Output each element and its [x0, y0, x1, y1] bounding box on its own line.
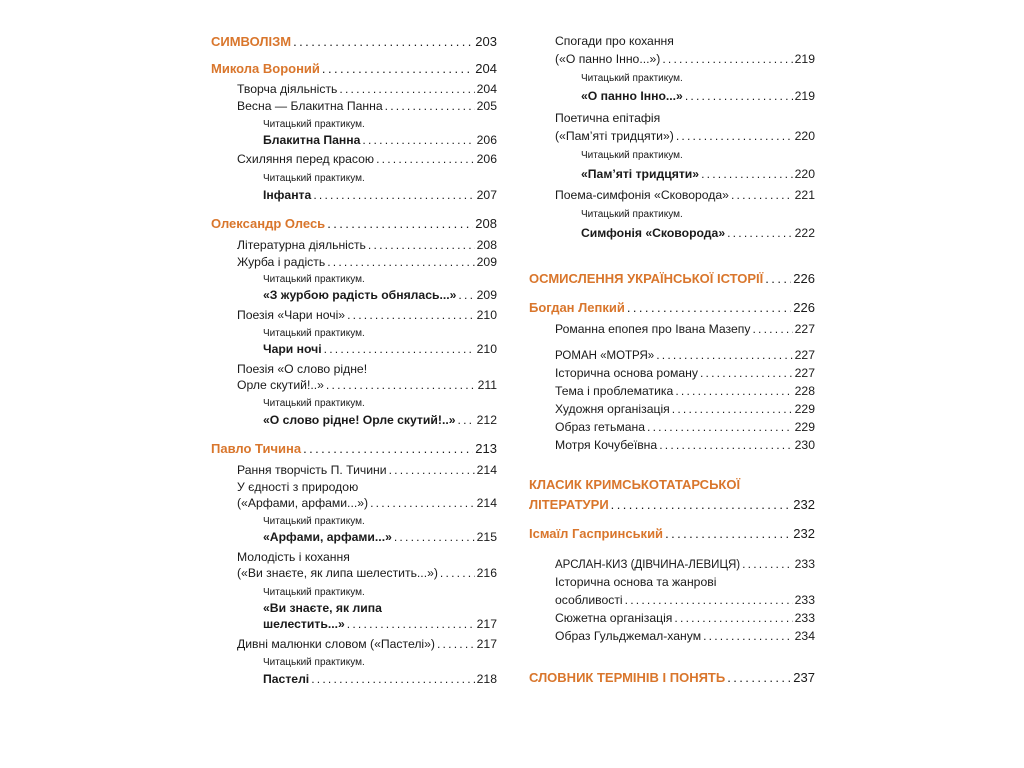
toc-entry	[211, 529, 497, 545]
toc-page-number: 237	[793, 670, 815, 685]
toc-entry-title: Олександр Олесь	[211, 216, 326, 231]
toc-entry	[211, 307, 497, 323]
toc-page-number: 233	[794, 557, 815, 571]
toc-entry-title: ЛІТЕРАТУРИ	[529, 497, 609, 512]
toc-page-number: 211	[477, 378, 497, 392]
toc-leader-dots	[327, 254, 474, 270]
toc-entry	[211, 287, 497, 303]
toc-entry-title: «З журбою радість обнялась...»	[263, 288, 457, 302]
toc-leader-dots	[376, 151, 475, 167]
toc-page-number: 214	[476, 463, 497, 477]
toc-entry	[529, 321, 815, 337]
toc-entry-title: Павло Тичина	[211, 441, 302, 456]
toc-page-number: 209	[476, 255, 497, 269]
toc-leader-dots	[727, 225, 793, 241]
toc-entry-title: Образ гетьмана	[555, 420, 646, 434]
toc-leader-dots	[703, 628, 793, 644]
toc-section-heading	[529, 271, 815, 287]
toc-practicum-label: Читацький практикум.	[263, 587, 365, 598]
toc-entry-title: Журба і радість	[237, 255, 326, 269]
toc-leader-dots	[458, 412, 475, 428]
toc-entry-title: Орле скутий!..»	[237, 378, 324, 392]
toc-page-number: 209	[476, 288, 497, 302]
toc-entry-title: Історична основа роману	[555, 366, 698, 380]
toc-section-heading	[211, 61, 497, 77]
toc-column-right	[529, 0, 815, 768]
toc-page-number: 229	[794, 402, 815, 416]
toc-entry	[529, 128, 815, 144]
toc-entry	[211, 636, 497, 652]
toc-page-number: 206	[476, 133, 497, 147]
toc-page-number: 227	[794, 322, 815, 336]
toc-leader-dots	[701, 166, 793, 182]
toc-entry-title: Поема-симфонія «Сковорода»	[555, 188, 729, 202]
toc-page-number: 218	[476, 672, 497, 686]
toc-page-number: 220	[794, 167, 815, 181]
toc-leader-dots	[611, 497, 792, 513]
toc-leader-dots	[347, 616, 475, 632]
toc-page-number: 212	[476, 413, 497, 427]
toc-entry	[529, 592, 815, 608]
toc-page-number: 227	[794, 348, 815, 362]
toc-leader-dots	[685, 88, 793, 104]
toc-leader-dots	[440, 565, 475, 581]
toc-page-number: 204	[476, 82, 497, 96]
toc-page-number: 214	[476, 496, 497, 510]
toc-entry-title: Пастелі	[263, 672, 310, 686]
toc-entry	[529, 51, 815, 67]
toc-page-number: 208	[476, 238, 497, 252]
toc-entry-title: Рання творчість П. Тичини	[237, 463, 387, 477]
toc-page-number: 226	[793, 271, 815, 286]
toc-entry-title: Схиляння перед красою	[237, 152, 375, 166]
toc-entry	[211, 81, 497, 97]
toc-page-number: 232	[793, 526, 815, 541]
toc-leader-dots	[700, 365, 793, 381]
toc-section-heading	[211, 216, 497, 232]
toc-entry	[529, 365, 815, 381]
toc-leader-dots	[731, 187, 793, 203]
toc-entry	[211, 377, 497, 393]
toc-leader-dots	[389, 462, 475, 478]
toc-leader-dots	[665, 526, 791, 542]
toc-entry	[211, 132, 497, 148]
toc-practicum-label: Читацький практикум.	[263, 398, 365, 409]
toc-entry-title: Мотря Кочубеївна	[555, 438, 658, 452]
toc-page-number: 203	[475, 34, 497, 49]
toc-leader-dots	[627, 300, 791, 316]
toc-entry	[211, 98, 497, 114]
toc-leader-dots	[311, 671, 474, 687]
toc-page-number: 229	[794, 420, 815, 434]
toc-entry-line: Поетична епітафія	[555, 111, 661, 125]
toc-page-number: 217	[476, 617, 497, 631]
toc-leader-dots	[672, 401, 793, 417]
toc-entry	[211, 412, 497, 428]
toc-page-number: 213	[475, 441, 497, 456]
toc-practicum-label: Читацький практикум.	[581, 73, 683, 84]
toc-leader-dots	[347, 307, 475, 323]
toc-page-number: 215	[476, 530, 497, 544]
toc-entry	[211, 671, 497, 687]
toc-practicum-label: Читацький практикум.	[581, 209, 683, 220]
toc-leader-dots	[370, 495, 475, 511]
toc-page-number: 219	[794, 89, 815, 103]
toc-section-heading	[211, 441, 497, 457]
toc-entry	[211, 565, 497, 581]
toc-leader-dots	[385, 98, 475, 114]
toc-entry-title: Ісмаїл Гаспринський	[529, 526, 664, 541]
toc-entry-title: СИМВОЛІЗМ	[211, 34, 292, 49]
toc-entry-title: «Пам’яті тридцяти»	[581, 167, 700, 181]
toc-entry	[211, 237, 497, 253]
toc-leader-dots	[368, 237, 475, 253]
toc-practicum-label: Читацький практикум.	[581, 150, 683, 161]
toc-entry	[211, 151, 497, 167]
toc-entry-title: Творча діяльність	[237, 82, 338, 96]
toc-page-number: 217	[476, 637, 497, 651]
toc-column-left	[211, 0, 497, 768]
toc-practicum-label: Читацький практикум.	[263, 657, 365, 668]
toc-entry	[211, 341, 497, 357]
toc-page-number: 232	[793, 497, 815, 512]
toc-entry	[529, 419, 815, 435]
toc-leader-dots	[362, 132, 474, 148]
toc-section-heading	[211, 34, 497, 50]
toc-leader-dots	[656, 347, 792, 363]
toc-entry	[529, 556, 815, 572]
toc-entry-title: РОМАН «МОТРЯ»	[555, 350, 655, 362]
toc-entry-title: «О панно Інно...»	[581, 89, 683, 103]
toc-entry-title: Художня організація	[555, 402, 670, 416]
toc-entry-title: шелестить...»	[263, 617, 345, 631]
toc-leader-dots	[322, 61, 473, 77]
toc-entry	[211, 187, 497, 203]
toc-leader-dots	[742, 556, 793, 572]
toc-leader-dots	[327, 216, 473, 232]
toc-entry-title: («Пам’яті тридцяти»)	[555, 129, 674, 143]
toc-leader-dots	[303, 441, 473, 457]
toc-entry-title: АРСЛАН-КИЗ (ДІВЧИНА-ЛЕВИЦЯ)	[555, 559, 741, 571]
toc-entry-title: Симфонія «Сковорода»	[581, 226, 726, 240]
toc-practicum-label: Читацький практикум.	[263, 328, 365, 339]
toc-leader-dots	[752, 321, 792, 337]
toc-section-heading	[529, 526, 815, 542]
toc-entry	[529, 401, 815, 417]
toc-entry	[529, 347, 815, 363]
toc-entry-line: Поезія «О слово рідне!	[237, 362, 368, 376]
toc-page-number: 219	[794, 52, 815, 66]
toc-leader-dots	[339, 81, 474, 97]
toc-section-heading	[529, 497, 815, 513]
toc-page-number: 234	[794, 629, 815, 643]
toc-entry-title: Сюжетна організація	[555, 611, 673, 625]
toc-leader-dots	[458, 287, 474, 303]
toc-entry-title: («Ви знаєте, як липа шелестить...»)	[237, 566, 438, 580]
toc-section-heading	[529, 670, 815, 686]
toc-page-number: 222	[794, 226, 815, 240]
toc-page-number: 228	[794, 384, 815, 398]
toc-entry-title: Весна — Блакитна Панна	[237, 99, 383, 113]
toc-entry-title: особливості	[555, 593, 623, 607]
toc-practicum-label: Читацький практикум.	[263, 119, 365, 130]
toc-leader-dots	[647, 419, 793, 435]
toc-page-number: 230	[794, 438, 815, 452]
toc-entry-line: «Ви знаєте, як липа	[263, 601, 382, 615]
toc-leader-dots	[675, 383, 792, 399]
toc-leader-dots	[324, 341, 475, 357]
toc-entry-title: Літературна діяльність	[237, 238, 366, 252]
toc-entry-title: Богдан Лепкий	[529, 300, 625, 315]
toc-practicum-label: Читацький практикум.	[263, 274, 365, 285]
toc-page-number: 221	[794, 188, 815, 202]
toc-leader-dots	[437, 636, 475, 652]
toc-page-number: 226	[793, 300, 815, 315]
toc-page-number: 216	[476, 566, 497, 580]
toc-entry-line: У єдності з природою	[237, 480, 359, 494]
toc-page-number: 207	[476, 188, 497, 202]
toc-page-number: 206	[476, 152, 497, 166]
toc-page-number: 210	[476, 308, 497, 322]
toc-entry-title: Романна епопея про Івана Мазепу	[555, 322, 751, 336]
toc-entry-title: ОСМИСЛЕННЯ УКРАЇНСЬКОЇ ІСТОРІЇ	[529, 271, 764, 286]
toc-leader-dots	[625, 592, 793, 608]
toc-page-number: 233	[794, 611, 815, 625]
toc-entry	[529, 225, 815, 241]
toc-entry-title: Поезія «Чари ночі»	[237, 308, 346, 322]
toc-entry-title: «О слово рідне! Орле скутий!..»	[263, 413, 456, 427]
toc-entry	[529, 437, 815, 453]
toc-entry-title: Микола Вороний	[211, 61, 320, 76]
toc-entry	[211, 616, 497, 632]
toc-page-number: 227	[794, 366, 815, 380]
toc-entry	[211, 462, 497, 478]
toc-page-number: 208	[475, 216, 497, 231]
toc-entry	[529, 187, 815, 203]
toc-entry-title: Чари ночі	[263, 342, 322, 356]
toc-page-number: 204	[475, 61, 497, 76]
toc-leader-dots	[765, 271, 791, 287]
toc-practicum-label: Читацький практикум.	[263, 516, 365, 527]
toc-leader-dots	[313, 187, 474, 203]
toc-entry	[529, 166, 815, 182]
toc-entry-title: Тема і проблематика	[555, 384, 674, 398]
toc-leader-dots	[674, 610, 792, 626]
toc-entry	[211, 254, 497, 270]
toc-page-number: 210	[476, 342, 497, 356]
toc-leader-dots	[394, 529, 475, 545]
toc-entry-title: Інфанта	[263, 188, 312, 202]
toc-leader-dots	[676, 128, 793, 144]
toc-entry-title: («Арфами, арфами...»)	[237, 496, 369, 510]
toc-section-heading-line: КЛАСИК КРИМСЬКОТАТАРСЬКОЇ	[529, 477, 741, 492]
toc-entry	[529, 610, 815, 626]
toc-leader-dots	[326, 377, 476, 393]
toc-leader-dots	[293, 34, 473, 50]
toc-entry-title: СЛОВНИК ТЕРМІНІВ І ПОНЯТЬ	[529, 670, 726, 685]
toc-practicum-label: Читацький практикум.	[263, 173, 365, 184]
toc-page-number: 205	[476, 99, 497, 113]
toc-entry-title: («О панно Інно...»)	[555, 52, 661, 66]
toc-page-number: 233	[794, 593, 815, 607]
toc-leader-dots	[662, 51, 792, 67]
toc-entry	[529, 383, 815, 399]
toc-entry	[211, 495, 497, 511]
toc-leader-dots	[659, 437, 792, 453]
toc-section-heading	[529, 300, 815, 316]
toc-leader-dots	[727, 670, 791, 686]
toc-entry-title: Блакитна Панна	[263, 133, 361, 147]
toc-entry-line: Спогади про кохання	[555, 34, 674, 48]
toc-entry	[529, 628, 815, 644]
toc-entry-title: «Арфами, арфами...»	[263, 530, 392, 544]
toc-entry-title: Дивні малюнки словом («Пастелі»)	[237, 637, 435, 651]
toc-entry-line: Молодість і кохання	[237, 550, 350, 564]
toc-entry-title: Образ Гульджемал-ханум	[555, 629, 702, 643]
toc-page-number: 220	[794, 129, 815, 143]
toc-entry	[529, 88, 815, 104]
toc-entry-line: Історична основа та жанрові	[555, 575, 717, 589]
